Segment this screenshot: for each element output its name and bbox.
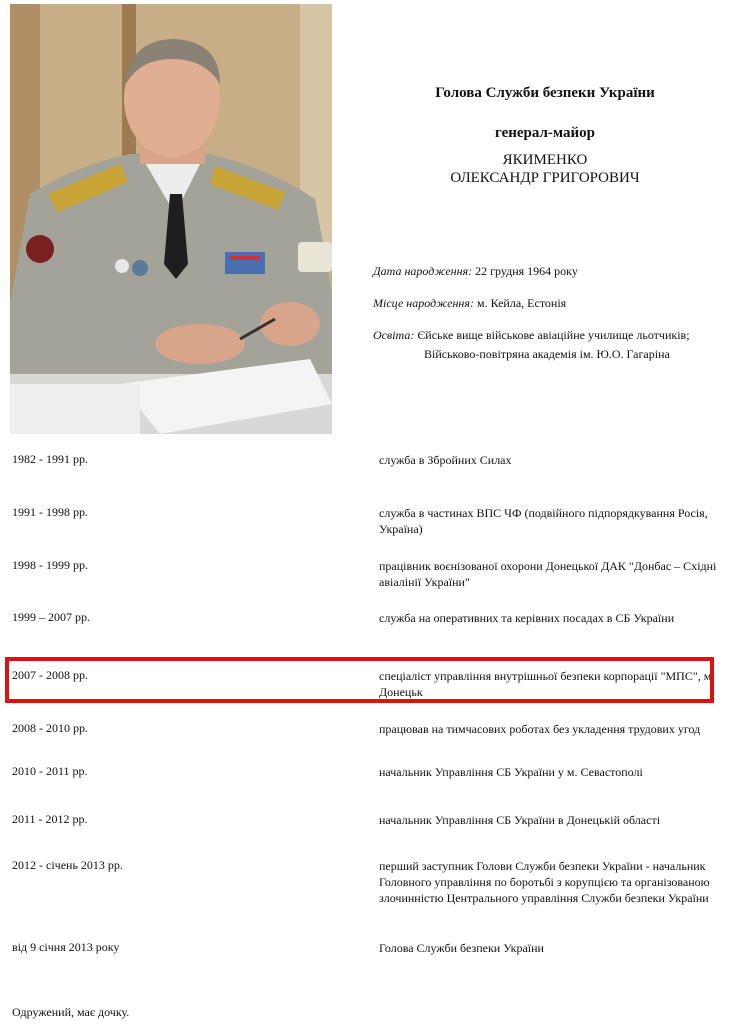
career-period: 1999 – 2007 рр. <box>12 610 90 624</box>
birth-place-line <box>373 296 566 311</box>
career-period: 1982 - 1991 рр. <box>12 452 88 466</box>
rank: генерал-майор <box>494 125 596 141</box>
career-period: 1998 - 1999 рр. <box>12 558 88 572</box>
career-description: служба в частинах ВПС ЧФ (подвійного підпорядкування Росія, Україна) <box>379 506 708 536</box>
career-period: від 9 січня 2013 року <box>12 940 120 954</box>
career-period: 2012 - січень 2013 рр. <box>12 858 123 872</box>
birth-date-line <box>373 264 578 279</box>
family-status: Одружений, має дочку. <box>12 1005 130 1019</box>
career-description: Голова Служби безпеки України <box>379 941 544 955</box>
career-description: служба в Збройних Силах <box>379 453 512 467</box>
education-value-1: Єйське вище військове авіаційне училище льотчиків; <box>414 328 690 342</box>
career-period: 2011 - 2012 рр. <box>12 812 88 826</box>
birth-place-value: м. Кейла, Естонія <box>473 296 567 310</box>
career-description: працював на тимчасових роботах без укладення трудових угод <box>379 722 701 736</box>
career-description: спеціаліст управління внутрішньої безпеки корпорації "МПС", м. Донецьк <box>379 669 715 699</box>
career-description: служба на оперативних та керівних посадах в СБ України <box>379 611 675 625</box>
surname: ЯКИМЕНКО <box>502 152 588 168</box>
career-description: працівник воєнізованої охорони Донецької ДАК "Донбас – Східні авіалінії України" <box>379 559 717 589</box>
career-description: начальник Управління СБ України у м. Севастополі <box>379 765 643 779</box>
full-name <box>350 151 734 187</box>
career-period: 2010 - 2011 рр. <box>12 764 88 778</box>
birth-place-label: Місце народження: <box>373 296 474 310</box>
career-description: перший заступник Голови Служби безпеки України - начальник Головного управління по боротьбі з корупцією та організованою злочинністю Центрального управління Служби безпеки України <box>379 859 710 905</box>
career-period: 2008 - 2010 рр. <box>12 721 88 735</box>
birth-date-label: Дата народження: <box>373 264 473 278</box>
position-title: Голова Служби безпеки України <box>435 85 655 101</box>
education-line <box>373 328 690 343</box>
education-label: Освіта: <box>373 328 415 342</box>
highlight-box <box>5 657 714 703</box>
birth-date-value: 22 грудня 1964 року <box>472 264 578 278</box>
career-period: 1991 - 1998 рр. <box>12 505 88 519</box>
education-value-2: Військово-повітряна академія ім. Ю.О. Гагаріна <box>424 347 670 361</box>
career-description: начальник Управління СБ України в Донецькій області <box>379 813 661 827</box>
given-names: ОЛЕКСАНДР ГРИГОРОВИЧ <box>450 170 640 186</box>
career-period: 2007 - 2008 рр. <box>12 668 88 682</box>
portrait-photo <box>10 4 332 434</box>
